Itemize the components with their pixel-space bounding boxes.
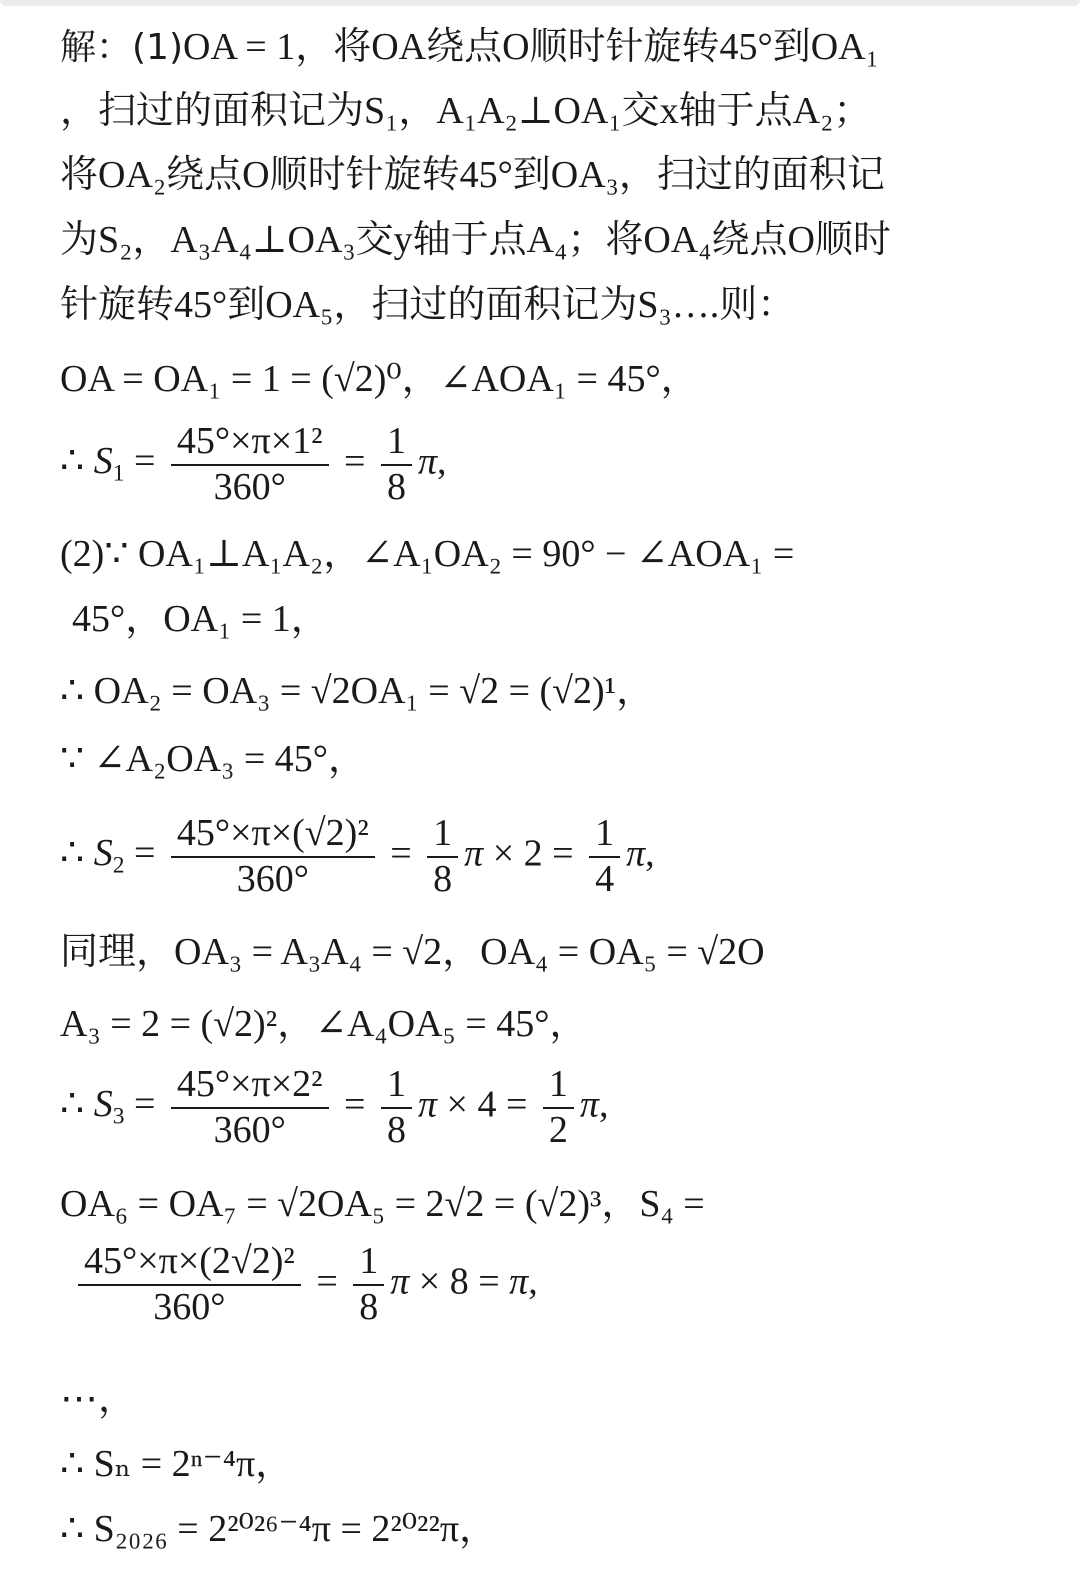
intro-line-2: ，扫过的面积记为S₁，A₁A₂⊥OA₁交x轴于点A₂； [60, 90, 872, 132]
s2-mid-fraction: $\frac{1}{8}$ [427, 812, 458, 901]
part2-line-3: ∴ OA₂ = OA₃ = √2OA₁ = √2 = (√2)¹， [60, 670, 655, 712]
s1-result-fraction: $\frac{1}{8}$ [381, 420, 412, 509]
part2-line-4: ∵ ∠A₂OA₃ = 45°， [60, 738, 366, 780]
sn-line: ∴ Sₙ = 2ⁿ⁻⁴π， [60, 1443, 294, 1485]
s3-mid-fraction: $\frac{1}{8}$ [381, 1063, 412, 1152]
s4-mid-fraction: $\frac{1}{8}$ [353, 1240, 384, 1329]
s2026-line: ∴ S₂₀₂₆ = 2²⁰²⁶⁻⁴π = 2²⁰²²π， [60, 1508, 498, 1550]
oa6-line: OA₆ = OA₇ = √2OA₅ = 2√2 = (√2)³，S₄ = [60, 1183, 705, 1225]
intro-text-1: OA = 1，将OA绕点O顺时针旋转45°到OA₁ [183, 26, 879, 68]
part2-label: (2) [60, 533, 105, 575]
s1-fraction [171, 420, 329, 509]
s4-fraction [78, 1240, 301, 1329]
ellipsis-line: ⋯， [60, 1378, 137, 1420]
s3-result-fraction: $\frac{1}{2}$ [543, 1063, 574, 1152]
intro-line-3: 将OA₂绕点O顺时针旋转45°到OA₃，扫过的面积记 [60, 154, 885, 196]
intro-line-4: 为S₂，A₃A₄⊥OA₃交y轴于点A₄；将OA₄绕点O顺时 [60, 219, 891, 261]
s2-numerator: 45°×π×(√2)² [176, 812, 369, 854]
s3-denominator: 360° [213, 1108, 286, 1151]
similar-line-2: A₃ = 2 = (√2)²，∠A₄OA₅ = 45°， [60, 1003, 588, 1045]
s3-equation: ∴ $S_3$ = $\frac{\text{45°×π×2²}}{360^\circ}$ = $\frac{1}{8}$ π × 4 = $\frac{1}{2}$ π, [60, 1063, 609, 1151]
s4-denominator: 360° [153, 1285, 226, 1328]
s1-denominator: 360° [213, 465, 286, 508]
s2-result-fraction: $\frac{1}{4}$ [589, 812, 620, 901]
s2-fraction [171, 812, 375, 901]
intro-line-5: 针旋转45°到OA₅，扫过的面积记为S₃….则： [60, 284, 796, 326]
part2-text-1: ∵ OA₁⊥A₁A₂，∠A₁OA₂ = 90° − ∠AOA₁ = [104, 533, 795, 575]
part2-line-2: 45°，OA₁ = 1， [72, 598, 329, 640]
s2-denominator: 360° [236, 857, 309, 900]
intro-line-1 [60, 28, 879, 66]
part2-line-1 [60, 535, 794, 573]
s1-equation: ∴ $S_1$ = $\frac{\text{45°×π×1²}}{360^\circ}$ = $\frac{1}{8}$ π, [60, 420, 447, 508]
top-edge [0, 0, 1080, 6]
similar-line-1: 同理，OA₃ = A₃A₄ = √2，OA₄ = OA₅ = √2O [60, 931, 765, 973]
s1-numerator: 45°×π×1² [176, 420, 323, 462]
s3-numerator: 45°×π×2² [176, 1063, 323, 1105]
s2-equation: ∴ $S_2$ = $\frac{\text{45°×π×(√2)²}}{360^\circ}$ = $\frac{1}{8}$ π × 2 = $\frac{1}{4}$ π, [60, 812, 655, 900]
solution-header: 解：(1) [60, 27, 183, 68]
s4-equation: $\frac{\text{45°×π×(2√2)²}}{360^\circ}$ = $\frac{1}{8}$ π × 8 = π, [72, 1240, 538, 1329]
part1-eq1: OA = OA₁ = 1 = (√2)⁰，∠AOA₁ = 45°， [60, 358, 699, 400]
s3-fraction [171, 1063, 329, 1152]
s4-numerator: 45°×π×(2√2)² [84, 1240, 295, 1282]
